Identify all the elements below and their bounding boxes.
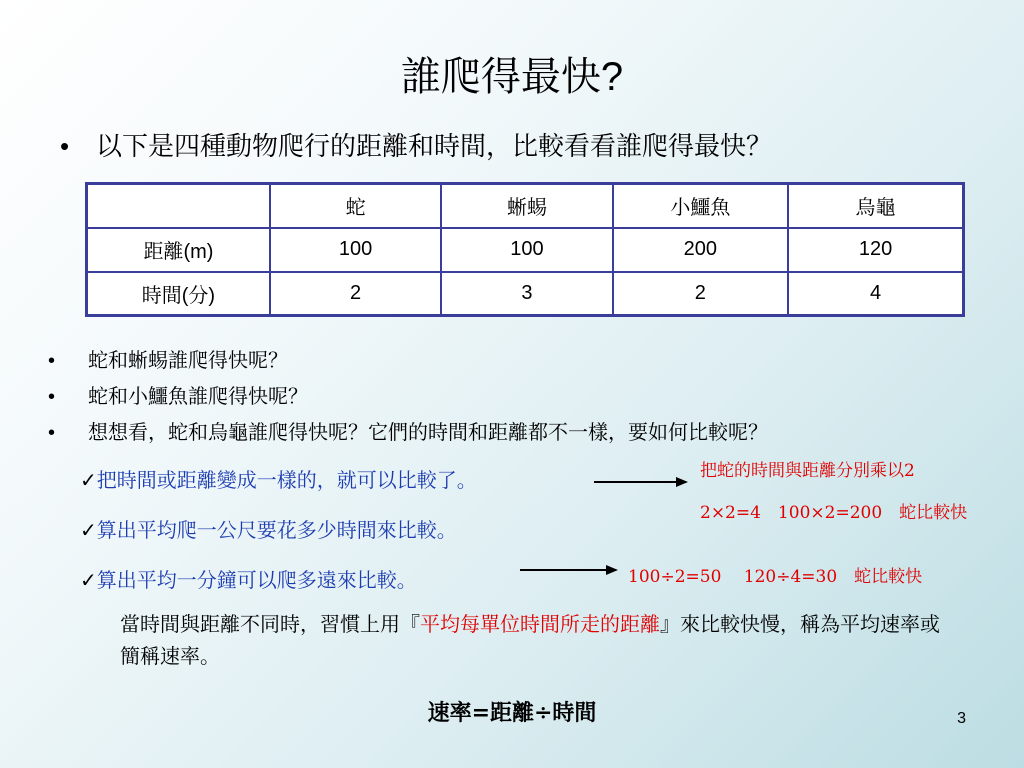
row-label: 距離(m) [87, 228, 270, 272]
page-number: 3 [957, 710, 966, 727]
table-cell: 3 [441, 272, 612, 316]
page-title: 誰爬得最快? [400, 54, 624, 100]
checkmark-icon: ✓ [80, 568, 97, 592]
table-header-cell: 蜥蜴 [441, 184, 612, 228]
table-row [87, 228, 964, 272]
checkmark-icon: ✓ [80, 468, 97, 492]
bullet-icon: • [48, 350, 56, 372]
animal-data-table [85, 182, 965, 317]
table-header-cell: 小鱷魚 [613, 184, 788, 228]
list-item: • 蛇和蜥蜴誰爬得快呢？ [48, 342, 768, 378]
arrow-icon [520, 569, 616, 571]
table-header-cell [87, 184, 270, 228]
highlighted-phrase: 平均每單位時間所走的距離 [420, 612, 660, 636]
speed-formula: 速率=距離÷時間 [427, 700, 597, 726]
list-item: • 蛇和小鱷魚誰爬得快呢？ [48, 378, 768, 414]
question-list [48, 342, 768, 450]
table-cell: 4 [788, 272, 963, 316]
table-header-cell: 蛇 [270, 184, 441, 228]
method-item: ✓算出平均一分鐘可以爬多遠來比較。 [80, 568, 417, 592]
table-header-row [87, 184, 964, 228]
explanation-paragraph: 當時間與距離不同時，習慣上用『平均每單位時間所走的距離』來比較快慢，稱為平均速率或簡稱速率。 [120, 612, 940, 668]
method-item: ✓把時間或距離變成一樣的，就可以比較了。 [80, 468, 477, 492]
bullet-icon: • [60, 131, 70, 161]
note-text: 100÷2=50 120÷4=30 蛇比較快 [628, 567, 923, 587]
table-cell: 100 [270, 228, 441, 272]
table-cell: 100 [441, 228, 612, 272]
arrow-icon [594, 481, 686, 483]
bullet-icon: • [48, 386, 56, 408]
table-cell: 2 [270, 272, 441, 316]
table-cell: 200 [613, 228, 788, 272]
bullet-icon: • [48, 422, 56, 444]
method-item: ✓算出平均爬一公尺要花多少時間來比較。 [80, 518, 457, 542]
table-cell: 120 [788, 228, 963, 272]
table-row [87, 272, 964, 316]
table-cell: 2 [613, 272, 788, 316]
intro-bullet [60, 128, 772, 165]
list-item: • 想想看，蛇和烏龜誰爬得快呢？它們的時間和距離都不一樣，要如何比較呢？ [48, 414, 768, 450]
intro-text: 以下是四種動物爬行的距離和時間，比較看看誰爬得最快？ [96, 132, 773, 162]
table-header-cell: 烏龜 [788, 184, 963, 228]
note-text: 2×2=4 100×2=200 蛇比較快 [700, 503, 968, 523]
checkmark-icon: ✓ [80, 518, 97, 542]
note-text: 把蛇的時間與距離分別乘以2 [700, 461, 915, 481]
row-label: 時間(分) [87, 272, 270, 316]
